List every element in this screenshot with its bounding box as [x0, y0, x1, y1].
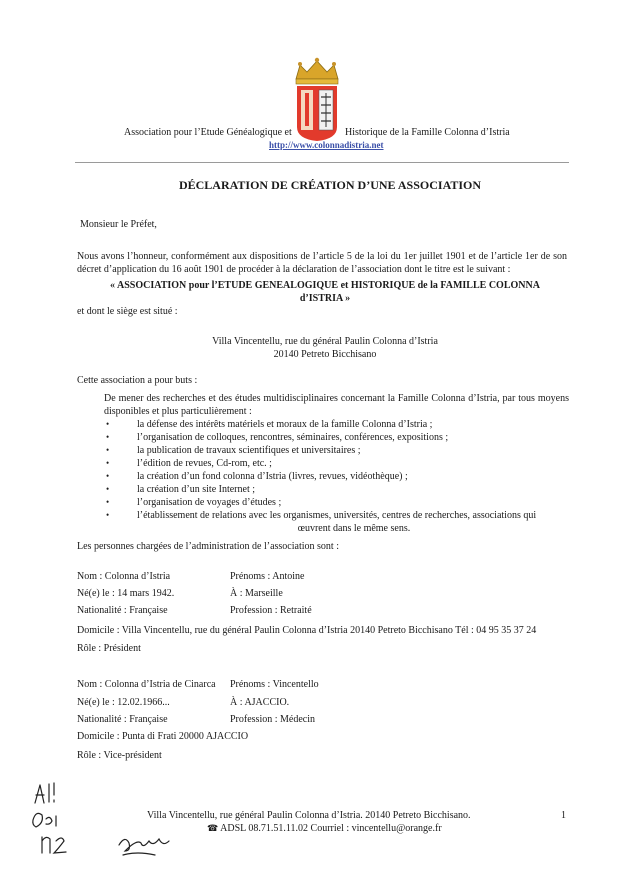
person-2-birthplace: À : AJACCIO.: [230, 697, 290, 708]
list-item: • l’organisation de colloques, rencontres, séminaires, conférences, expositions ;: [106, 432, 449, 443]
association-name: [80, 279, 570, 305]
siege-address: [150, 335, 500, 361]
header-assoc-left: Association pour l’Etude Généalogique et: [124, 127, 292, 138]
list-item: • la défense des intérêts matériels et moraux de la famille Colonna d’Istria ;: [106, 419, 433, 430]
footer-contact: [207, 823, 442, 834]
person-1-birthdate: Né(e) le : 14 mars 1942.: [77, 588, 175, 599]
footer-address: Villa Vincentellu, rue général Paulin Colonna d’Istria. 20140 Petreto Bicchisano.: [147, 810, 471, 821]
association-name-line2: d’ISTRIA »: [299, 293, 351, 304]
list-item: • l’établissement de relations avec les organismes, universités, centres de recherches, associations qui: [106, 510, 537, 521]
phone-icon: ☎: [207, 823, 219, 833]
person-2-nationality: Nationalité : Française: [77, 714, 168, 725]
website-link[interactable]: http://www.colonnadistria.net: [269, 140, 384, 150]
admins-label: Les personnes chargées de l’administration de l’association sont :: [77, 541, 339, 552]
handwritten-initials: [28, 775, 98, 865]
bullet-dot-icon: •: [106, 497, 110, 507]
siege-address-line2: 20140 Petreto Bicchisano: [273, 349, 377, 360]
bullet-dot-icon: •: [106, 471, 110, 481]
header-assoc-right: Historique de la Famille Colonna d’Istria: [345, 127, 510, 138]
header-divider: [75, 162, 569, 163]
person-2-domicile: Domicile : Punta di Frati 20000 AJACCIO: [77, 731, 249, 742]
handwritten-signature: [115, 825, 175, 865]
person-1-nationality: Nationalité : Française: [77, 605, 168, 616]
person-1-role: Rôle : Président: [77, 643, 141, 654]
siege-address-line1: Villa Vincentellu, rue du général Paulin Colonna d’Istria: [212, 336, 438, 347]
salutation: Monsieur le Préfet,: [80, 219, 157, 230]
page-number: 1: [561, 810, 566, 821]
person-2-birthdate: Né(e) le : 12.02.1966...: [77, 697, 170, 708]
list-item: • l’organisation de voyages d’études ;: [106, 497, 282, 508]
bullet-dot-icon: •: [106, 419, 110, 429]
person-2-prenoms: Prénoms : Vincentello: [230, 679, 319, 690]
bullet-dot-icon: •: [106, 484, 110, 494]
goals-list: [106, 418, 571, 535]
person-1-nom: Nom : Colonna d’Istria: [77, 571, 171, 582]
footer-contact-text: ADSL 08.71.51.11.02 Courriel : vincentellu@orange.fr: [220, 823, 442, 834]
goals-label: Cette association a pour buts :: [77, 375, 198, 386]
person-2-role: Rôle : Vice-président: [77, 750, 162, 761]
association-name-line1: « ASSOCIATION pour l’ETUDE GENEALOGIQUE et HISTORIQUE de la FAMILLE COLONNA: [110, 280, 540, 291]
person-1-birthplace: À : Marseille: [230, 588, 283, 599]
page-title: DÉCLARATION DE CRÉATION D’UNE ASSOCIATION: [178, 178, 482, 192]
person-1-domicile: Domicile : Villa Vincentellu, rue du général Paulin Colonna d’Istria 20140 Petreto Bicchisano Tél : 04 95 35 37 24: [77, 625, 537, 636]
list-item: • la création d’un site Internet ;: [106, 484, 256, 495]
list-item: • la création d’un fond colonna d’Istria (livres, revues, vidéothèque) ;: [106, 471, 408, 482]
person-1-profession: Profession : Retraité: [230, 605, 312, 616]
person-1-prenoms: Prénoms : Antoine: [230, 571, 305, 582]
intro-paragraph: Nous avons l’honneur, conformément aux dispositions de l’article 5 de la loi du 1er juillet 1901 et de l’article 1er de son décret d’application du 16 août 1901 de procéder à la déclaration de l’association dont le titre est le suivant :: [77, 251, 567, 275]
crest-logo: [292, 57, 342, 142]
goals-intro: De mener des recherches et des études multidisciplinaires concernant la Famille Colonna d’Istria, par tous moyens disponibles et plus particulièrement :: [104, 393, 569, 417]
person-2-nom: Nom : Colonna d’Istria de Cinarca: [77, 679, 216, 690]
bullet-dot-icon: •: [106, 458, 110, 468]
bullet-dot-icon: •: [106, 510, 110, 520]
list-item: • l’édition de revues, Cd-rom, etc. ;: [106, 458, 272, 469]
bullet-dot-icon: •: [106, 445, 110, 455]
list-item: • la publication de travaux scientifiques et universitaires ;: [106, 445, 361, 456]
bullet-dot-icon: •: [106, 432, 110, 442]
list-item-continuation: œuvrent dans le même sens.: [297, 523, 411, 534]
person-2-profession: Profession : Médecin: [230, 714, 315, 725]
coat-of-arms-icon: [292, 57, 342, 142]
siege-label: et dont le siège est situé :: [77, 306, 178, 317]
